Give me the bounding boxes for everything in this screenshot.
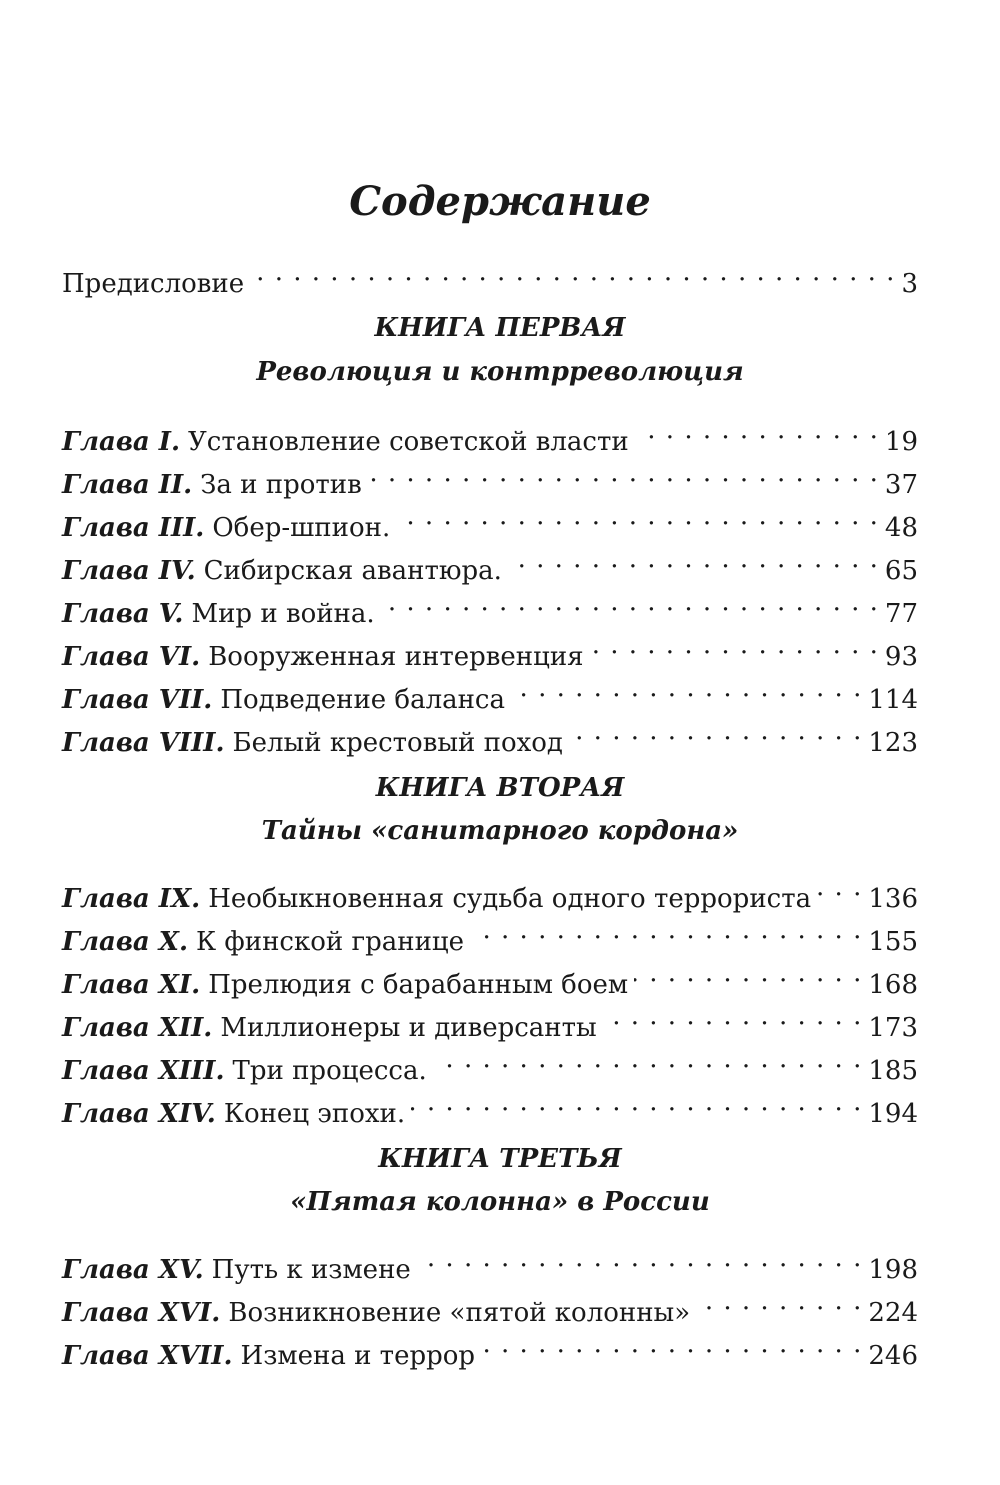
- chapter-title: Миллионеры и диверсанты: [220, 1013, 597, 1043]
- toc-entry[interactable]: [62, 582, 918, 629]
- dot-leader: [417, 1238, 863, 1278]
- dot-leader: [817, 867, 862, 907]
- chapter-page: 185: [868, 1056, 918, 1086]
- chapter-title: За и против: [200, 470, 362, 500]
- chapter-label: Глава XVI.: [62, 1298, 221, 1328]
- chapter-label: Глава IV.: [62, 556, 196, 586]
- chapter-label: Глава V.: [62, 599, 184, 629]
- chapter-label: Глава XV.: [62, 1255, 204, 1285]
- chapter-title: Три процесса.: [232, 1056, 427, 1086]
- chapter-page: 155: [868, 927, 918, 957]
- book-heading: КНИГА ТРЕТЬЯ: [378, 1144, 622, 1174]
- chapter-label: Глава XIV.: [62, 1099, 216, 1129]
- chapter-title: Установление советской власти: [188, 427, 629, 457]
- dot-leader: [250, 252, 895, 292]
- dot-leader: [635, 410, 879, 450]
- chapter-page: 246: [868, 1341, 918, 1371]
- toc-entry[interactable]: [62, 496, 918, 543]
- dot-leader: [481, 1324, 862, 1364]
- dot-leader: [381, 582, 879, 622]
- chapter-page: 168: [868, 970, 918, 1000]
- dot-leader: [634, 953, 862, 993]
- dot-leader: [368, 453, 879, 493]
- chapter-page: 198: [868, 1255, 918, 1285]
- toc-entry[interactable]: [62, 1281, 918, 1328]
- chapter-label: Глава VI.: [62, 642, 201, 672]
- chapter-label: Глава XI.: [62, 970, 201, 1000]
- chapter-title: Необыкновенная судьба одного террориста: [208, 884, 812, 914]
- chapter-label: Глава II.: [62, 470, 193, 500]
- toc-entry[interactable]: [62, 996, 918, 1043]
- chapter-label: Глава XIII.: [62, 1056, 225, 1086]
- chapter-page: 77: [884, 599, 918, 629]
- chapter-title: Вооруженная интервенция: [208, 642, 584, 672]
- chapter-title: Путь к измене: [211, 1255, 411, 1285]
- toc-entry[interactable]: [62, 953, 918, 1000]
- toc-entry[interactable]: [62, 1082, 918, 1129]
- dot-leader: [590, 625, 879, 665]
- dot-leader: [511, 668, 862, 708]
- chapter-page: 114: [868, 685, 918, 715]
- chapter-page: 48: [884, 513, 918, 543]
- dot-leader: [603, 996, 863, 1036]
- book-subtitle: Тайны «санитарного кордона»: [261, 816, 739, 846]
- chapter-label: Глава VII.: [62, 685, 213, 715]
- dot-leader: [569, 711, 862, 751]
- toc-entry[interactable]: [62, 453, 918, 500]
- toc-entry-preface[interactable]: [62, 252, 918, 299]
- chapter-label: Глава IX.: [62, 884, 201, 914]
- toc-entry[interactable]: [62, 910, 918, 957]
- chapter-title: Прелюдия с барабанным боем: [208, 970, 629, 1000]
- chapter-label: Глава XII.: [62, 1013, 213, 1043]
- chapter-title: К финской границе: [196, 927, 465, 957]
- chapter-title: Белый крестовый поход: [232, 728, 563, 758]
- toc-entry[interactable]: [62, 1324, 918, 1371]
- chapter-title: Мир и война.: [191, 599, 375, 629]
- page-title: Содержание: [349, 178, 651, 225]
- book-heading: КНИГА ПЕРВАЯ: [374, 313, 626, 343]
- chapter-page: 224: [868, 1298, 918, 1328]
- dot-leader: [433, 1039, 863, 1079]
- dot-leader: [411, 1082, 862, 1122]
- chapter-title: Подведение баланса: [220, 685, 505, 715]
- toc-entry-text: Предисловие: [62, 269, 245, 299]
- toc-entry[interactable]: [62, 1238, 918, 1285]
- chapter-page: 65: [884, 556, 918, 586]
- dot-leader: [696, 1281, 862, 1321]
- toc-entry[interactable]: [62, 867, 918, 914]
- toc-entry-page: 3: [901, 269, 918, 299]
- book-heading: КНИГА ВТОРАЯ: [375, 773, 625, 803]
- chapter-label: Глава VIII.: [62, 728, 225, 758]
- book-subtitle: «Пятая колонна» в России: [290, 1187, 710, 1217]
- book-subtitle: Революция и контрреволюция: [256, 357, 744, 387]
- chapter-page: 136: [868, 884, 918, 914]
- chapter-label: Глава III.: [62, 513, 205, 543]
- toc-entry[interactable]: [62, 668, 918, 715]
- chapter-page: 93: [884, 642, 918, 672]
- dot-leader: [508, 539, 879, 579]
- chapter-title: Конец эпохи.: [223, 1099, 406, 1129]
- chapter-title: Измена и террор: [240, 1341, 476, 1371]
- dot-leader: [396, 496, 879, 536]
- chapter-title: Сибирская авантюра.: [203, 556, 502, 586]
- toc-entry[interactable]: [62, 539, 918, 586]
- toc-entry[interactable]: [62, 1039, 918, 1086]
- chapter-label: Глава X.: [62, 927, 189, 957]
- chapter-page: 194: [868, 1099, 918, 1129]
- chapter-page: 123: [868, 728, 918, 758]
- chapter-label: Глава XVII.: [62, 1341, 233, 1371]
- dot-leader: [470, 910, 862, 950]
- chapter-title: Обер-шпион.: [212, 513, 391, 543]
- chapter-title: Возникновение «пятой колонны»: [228, 1298, 691, 1328]
- chapter-page: 19: [884, 427, 918, 457]
- chapter-label: Глава I.: [62, 427, 181, 457]
- chapter-page: 173: [868, 1013, 918, 1043]
- chapter-page: 37: [884, 470, 918, 500]
- toc-entry[interactable]: [62, 711, 918, 758]
- toc-entry[interactable]: [62, 410, 918, 457]
- toc-entry[interactable]: [62, 625, 918, 672]
